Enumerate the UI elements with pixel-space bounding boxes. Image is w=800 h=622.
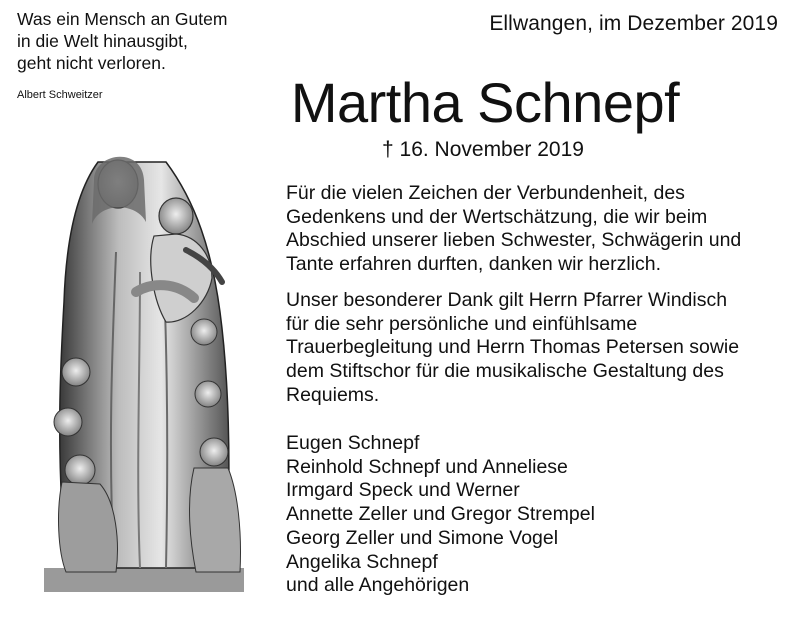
deceased-name: Martha Schnepf — [290, 71, 680, 134]
text-line: Für die vielen Zeichen der Verbundenheit, des — [286, 182, 685, 204]
thanks-paragraph — [286, 182, 786, 277]
signer: und alle Angehörigen — [286, 574, 470, 597]
signer: Angelika Schnepf — [286, 550, 438, 573]
text-line: dem Stiftschor für die musikalische Gestaltung des — [286, 360, 724, 383]
special-thanks-paragraph — [286, 289, 786, 408]
death-date: † 16. November 2019 — [382, 138, 584, 161]
signer: Reinhold Schnepf und Anneliese — [286, 455, 568, 478]
signer: Annette Zeller und Gregor Strempel — [286, 503, 595, 526]
place-date: Ellwangen, im Dezember 2019 — [489, 12, 778, 35]
text-line: Gedenkens und der Wertschätzung, die wir beim — [286, 205, 708, 228]
text-line: Tante erfahren durften, danken wir herzlich. — [286, 253, 662, 276]
quote-line: geht nicht verloren. — [17, 53, 166, 73]
text-line: Requiems. — [286, 383, 380, 406]
madonna-statue-icon — [36, 132, 252, 594]
text-line: für die sehr persönliche und einfühlsame — [286, 312, 638, 335]
memorial-quote — [17, 8, 257, 74]
signer: Georg Zeller und Simone Vogel — [286, 526, 559, 549]
signers-list — [286, 432, 595, 598]
quote-line: Was ein Mensch an Gutem — [17, 9, 228, 29]
quote-author: Albert Schweitzer — [17, 89, 103, 101]
signer: Eugen Schnepf — [286, 432, 420, 454]
text-line: Abschied unserer lieben Schwester, Schwägerin und — [286, 229, 742, 252]
text-line: Trauerbegleitung und Herrn Thomas Petersen sowie — [286, 336, 740, 359]
quote-line: in die Welt hinausgibt, — [17, 31, 188, 51]
text-line: Unser besonderer Dank gilt Herrn Pfarrer Windisch — [286, 289, 728, 311]
signer: Irmgard Speck und Werner — [286, 479, 520, 502]
